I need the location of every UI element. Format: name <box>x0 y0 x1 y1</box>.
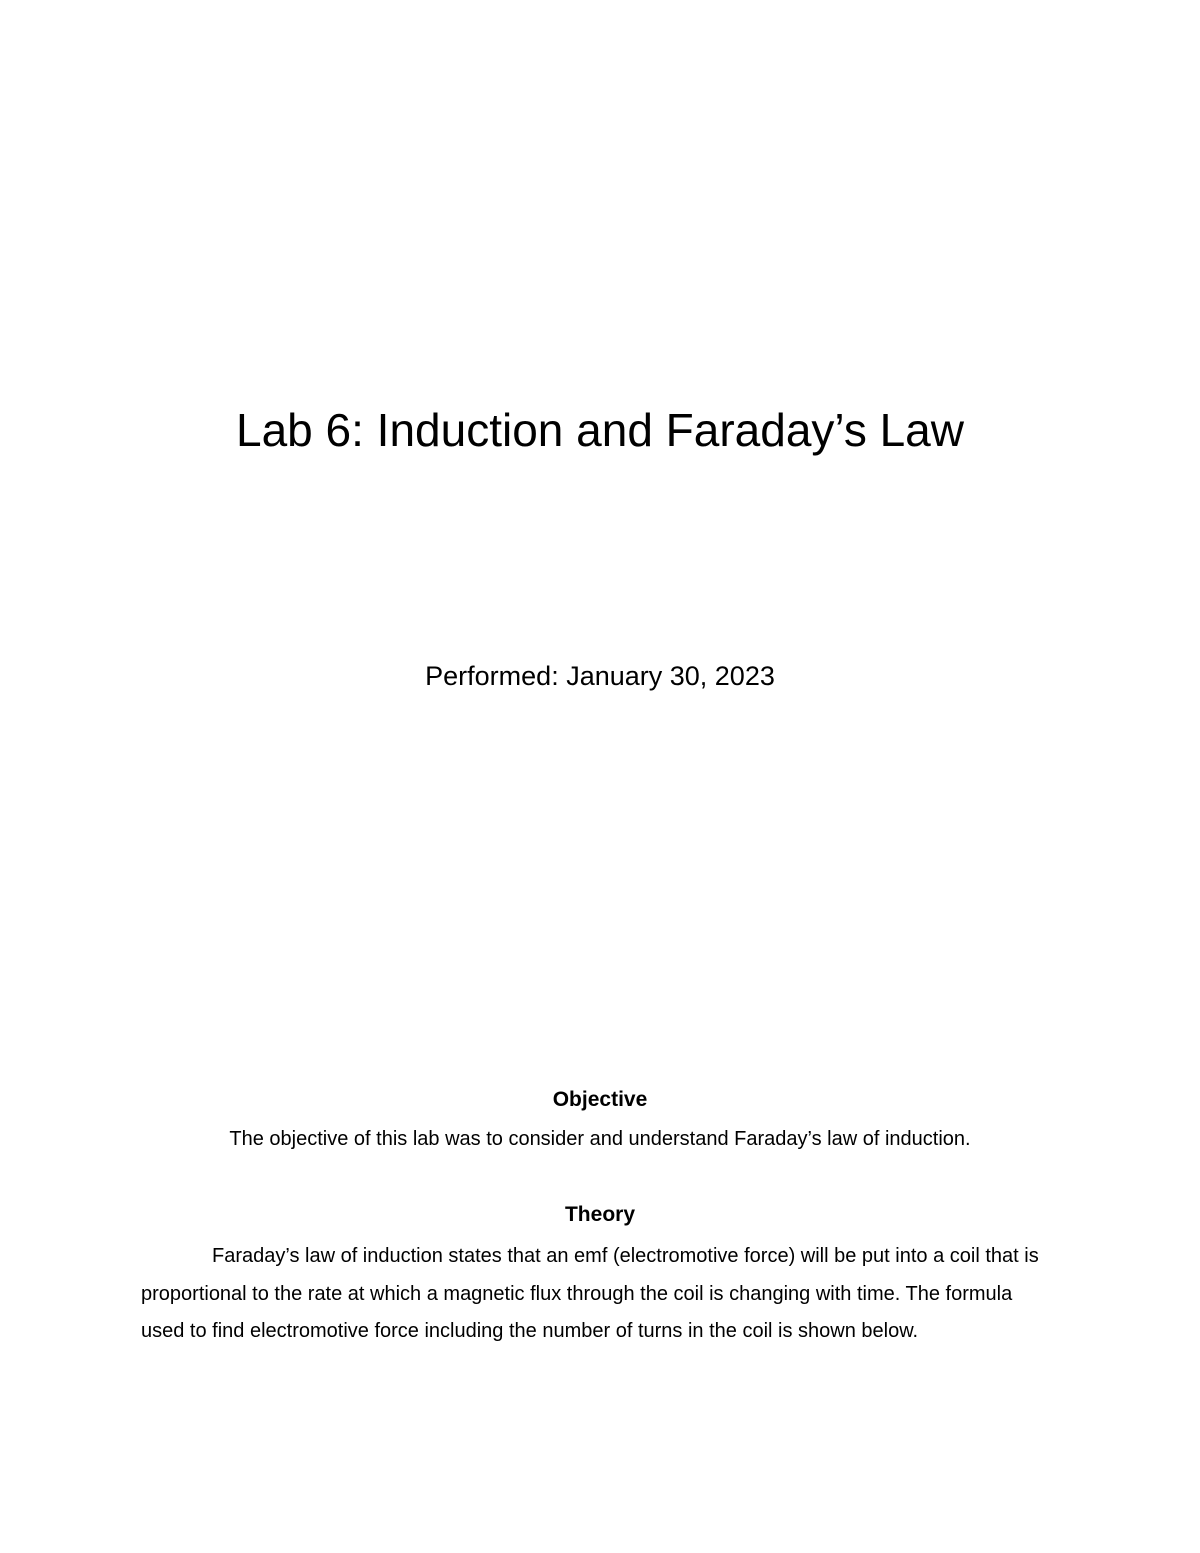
document-title: Lab 6: Induction and Faraday’s Law <box>236 404 964 456</box>
theory-heading: Theory <box>564 1203 635 1226</box>
objective-text: The objective of this lab was to consider and understand Faraday’s law of induction. <box>229 1128 971 1150</box>
objective-heading: Objective <box>552 1088 648 1111</box>
performed-date: Performed: January 30, 2023 <box>425 661 775 691</box>
theory-text: Faraday’s law of induction states that an emf (electromotive force) will be put into a coil that is proportional to the rate at which a magnetic flux through the coil is changing with time. The formula used to find electromotive force including the number of turns in the coil is shown below. <box>141 1245 1039 1342</box>
